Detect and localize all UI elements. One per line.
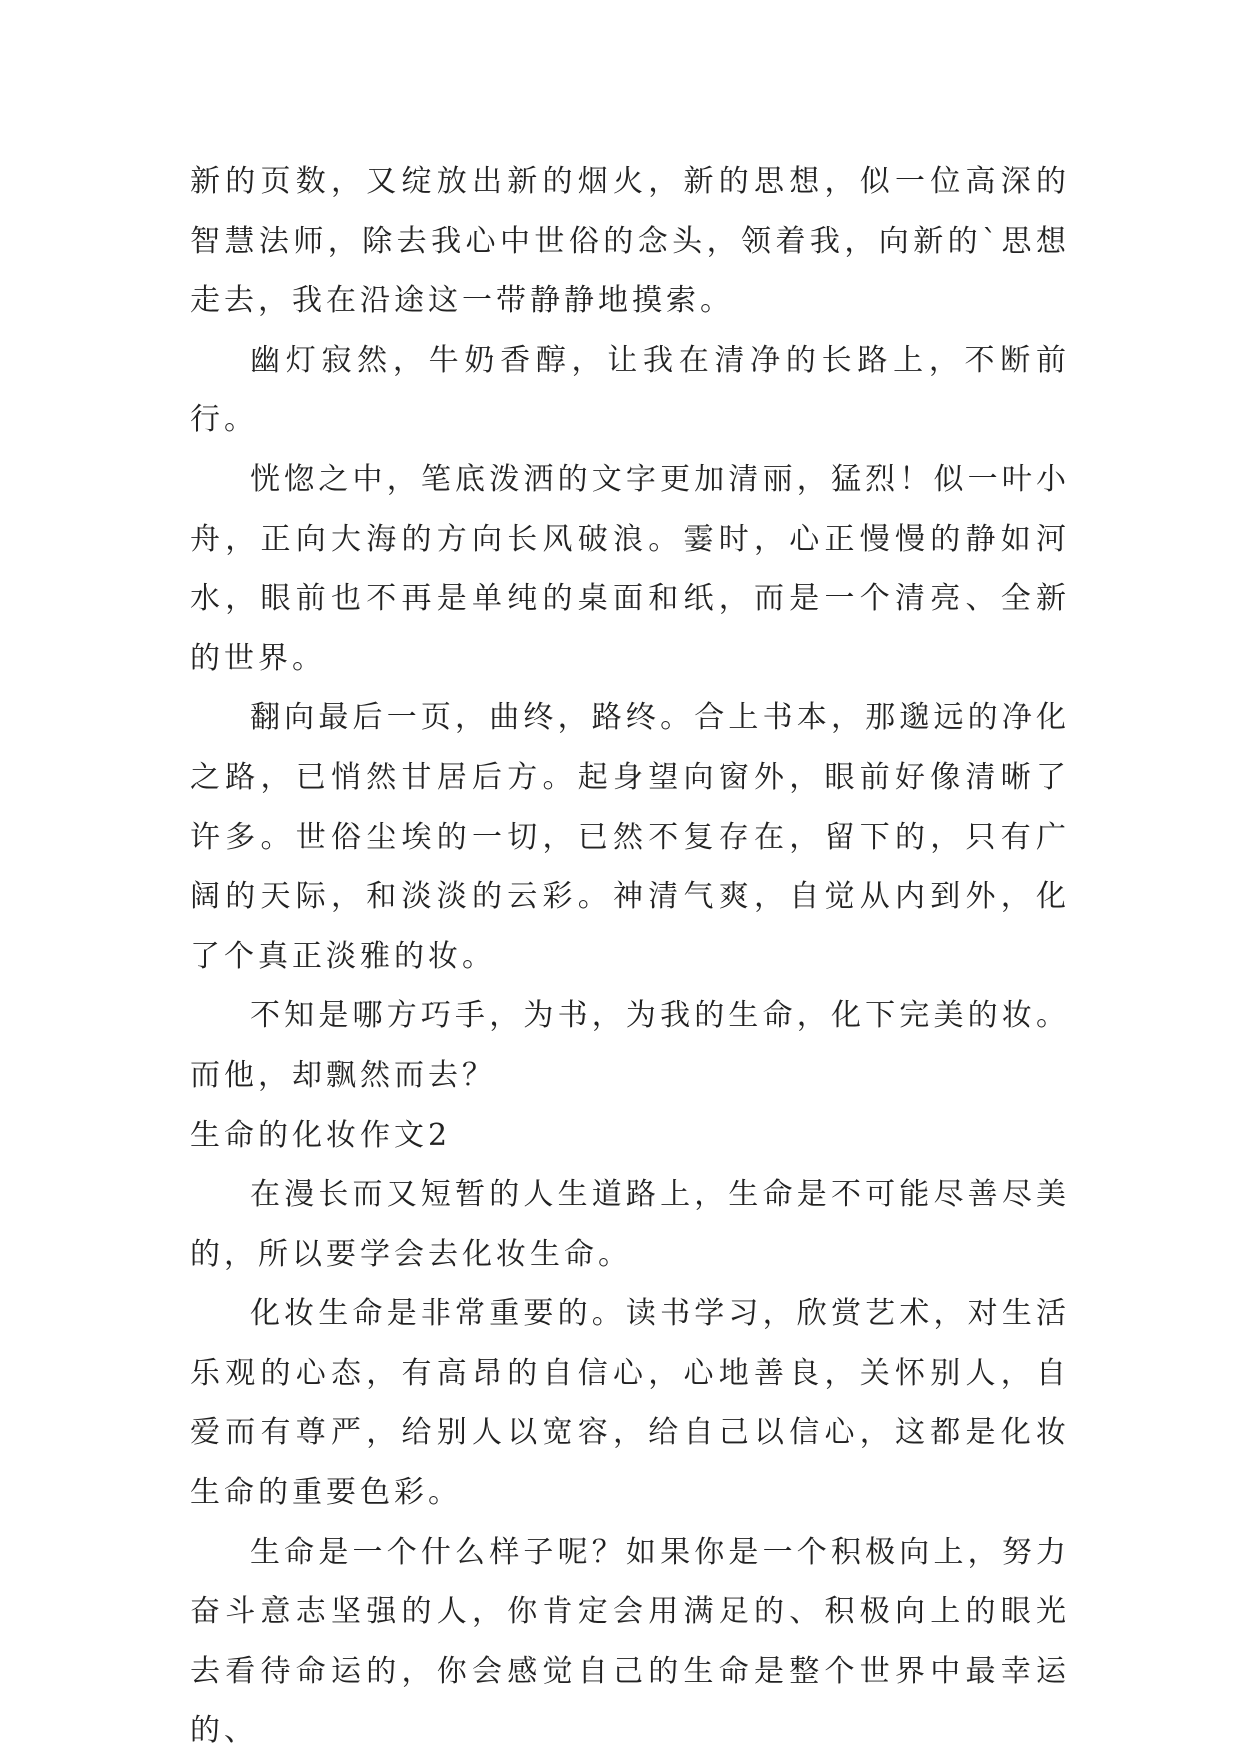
section-paragraph-3: 生命是一个什么样子呢？如果你是一个积极向上，努力奋斗意志坚强的人，你肯定会用满足的、积极向上的眼光去看待命运的，你会感觉自己的生命是整个世界中最幸运的、 bbox=[190, 1534, 1070, 1749]
section-title: 生命的化妆作文2 bbox=[190, 1117, 452, 1153]
paragraph-3: 恍惚之中，笔底泼洒的文字更加清丽，猛烈！似一叶小舟，正向大海的方向长风破浪。霎时，心正慢慢的静如河水，眼前也不再是单纯的桌面和纸，而是一个清亮、全新的世界。 bbox=[190, 461, 1070, 676]
paragraph-1: 新的页数，又绽放出新的烟火，新的思想，似一位高深的智慧法师，除去我心中世俗的念头，领着我，向新的`思想走去，我在沿途这一带静静地摸索。 bbox=[190, 164, 1070, 319]
section-paragraph-2: 化妆生命是非常重要的。读书学习，欣赏艺术，对生活乐观的心态，有高昂的自信心，心地善良，关怀别人，自爱而有尊严，给别人以宽容，给自己以信心，这都是化妆生命的重要色彩。 bbox=[190, 1296, 1070, 1511]
section-paragraph-1: 在漫长而又短暂的人生道路上，生命是不可能尽善尽美的，所以要学会去化妆生命。 bbox=[190, 1177, 1070, 1272]
article-body bbox=[190, 152, 1070, 1761]
paragraph-4: 翻向最后一页，曲终，路终。合上书本，那邈远的净化之路，已悄然甘居后方。起身望向窗外，眼前好像清晰了许多。世俗尘埃的一切，已然不复存在，留下的，只有广阔的天际，和淡淡的云彩。神清气爽，自觉从内到外，化了个真正淡雅的妆。 bbox=[190, 700, 1070, 974]
paragraph-5: 不知是哪方巧手，为书，为我的生命，化下完美的妆。而他，却飘然而去？ bbox=[190, 998, 1070, 1093]
paragraph-2: 幽灯寂然，牛奶香醇，让我在清净的长路上，不断前行。 bbox=[190, 342, 1070, 438]
